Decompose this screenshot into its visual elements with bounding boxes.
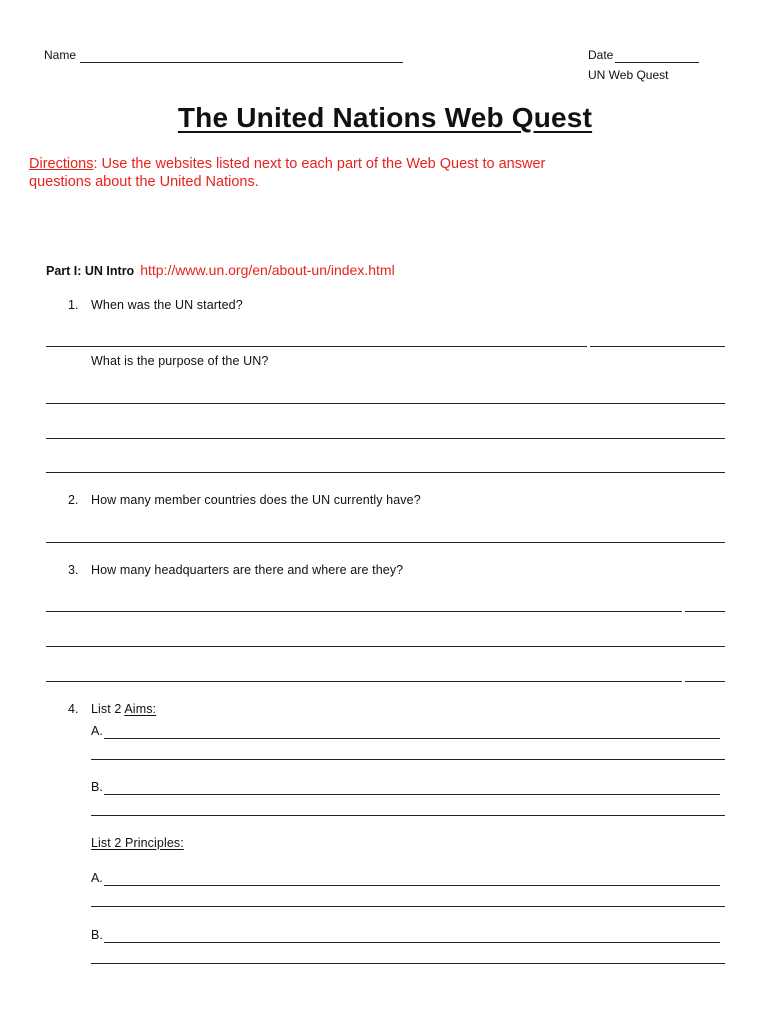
directions-body: : Use the websites listed next to each part of the Web Quest to answer questions about the United Nations. xyxy=(29,156,546,190)
answer-line[interactable] xyxy=(91,906,725,907)
principle-a-label: A. xyxy=(91,871,104,885)
question-4-text xyxy=(91,702,156,716)
answer-line[interactable] xyxy=(104,794,720,795)
directions-label: Directions xyxy=(29,156,94,172)
question-1b-text: What is the purpose of the UN? xyxy=(91,354,269,368)
date-field-line[interactable] xyxy=(615,62,699,63)
answer-line[interactable] xyxy=(685,681,725,682)
part-1-label: Part I: UN Intro xyxy=(46,264,135,278)
answer-line[interactable] xyxy=(590,346,725,347)
name-field-label: Name xyxy=(44,48,77,62)
name-field-line[interactable] xyxy=(80,62,403,63)
answer-line[interactable] xyxy=(685,611,725,612)
question-1-text: When was the UN started? xyxy=(91,298,243,312)
question-1-number: 1. xyxy=(68,298,79,312)
answer-line[interactable] xyxy=(46,403,725,404)
answer-line[interactable] xyxy=(46,681,682,682)
header-subtitle: UN Web Quest xyxy=(588,68,669,82)
answer-line[interactable] xyxy=(91,815,725,816)
answer-line[interactable] xyxy=(46,646,725,647)
question-3-text: How many headquarters are there and where are they? xyxy=(91,563,404,577)
answer-line[interactable] xyxy=(46,542,725,543)
aim-b-label: B. xyxy=(91,780,104,794)
answer-line[interactable] xyxy=(46,611,682,612)
aims-heading: Aims: xyxy=(124,702,157,716)
question-2-text: How many member countries does the UN currently have? xyxy=(91,493,421,507)
aim-a-label: A. xyxy=(91,724,104,738)
answer-line[interactable] xyxy=(104,738,720,739)
question-4-prefix: List 2 xyxy=(91,702,125,716)
page-title: The United Nations Web Quest xyxy=(177,102,593,133)
answer-line[interactable] xyxy=(91,963,725,964)
principles-heading: List 2 Principles: xyxy=(91,836,184,850)
answer-line[interactable] xyxy=(46,472,725,473)
date-field-label: Date xyxy=(588,48,614,62)
answer-line[interactable] xyxy=(46,346,587,347)
question-2-number: 2. xyxy=(68,493,79,507)
question-3-number: 3. xyxy=(68,563,79,577)
part-1-link[interactable]: http://www.un.org/en/about-un/index.html xyxy=(140,262,395,278)
answer-line[interactable] xyxy=(104,885,720,886)
answer-line[interactable] xyxy=(91,759,725,760)
principle-b-label: B. xyxy=(91,928,104,942)
part-1-heading xyxy=(46,262,395,278)
directions-text xyxy=(29,155,609,191)
answer-line[interactable] xyxy=(46,438,725,439)
answer-line[interactable] xyxy=(104,942,720,943)
question-4-number: 4. xyxy=(68,702,79,716)
